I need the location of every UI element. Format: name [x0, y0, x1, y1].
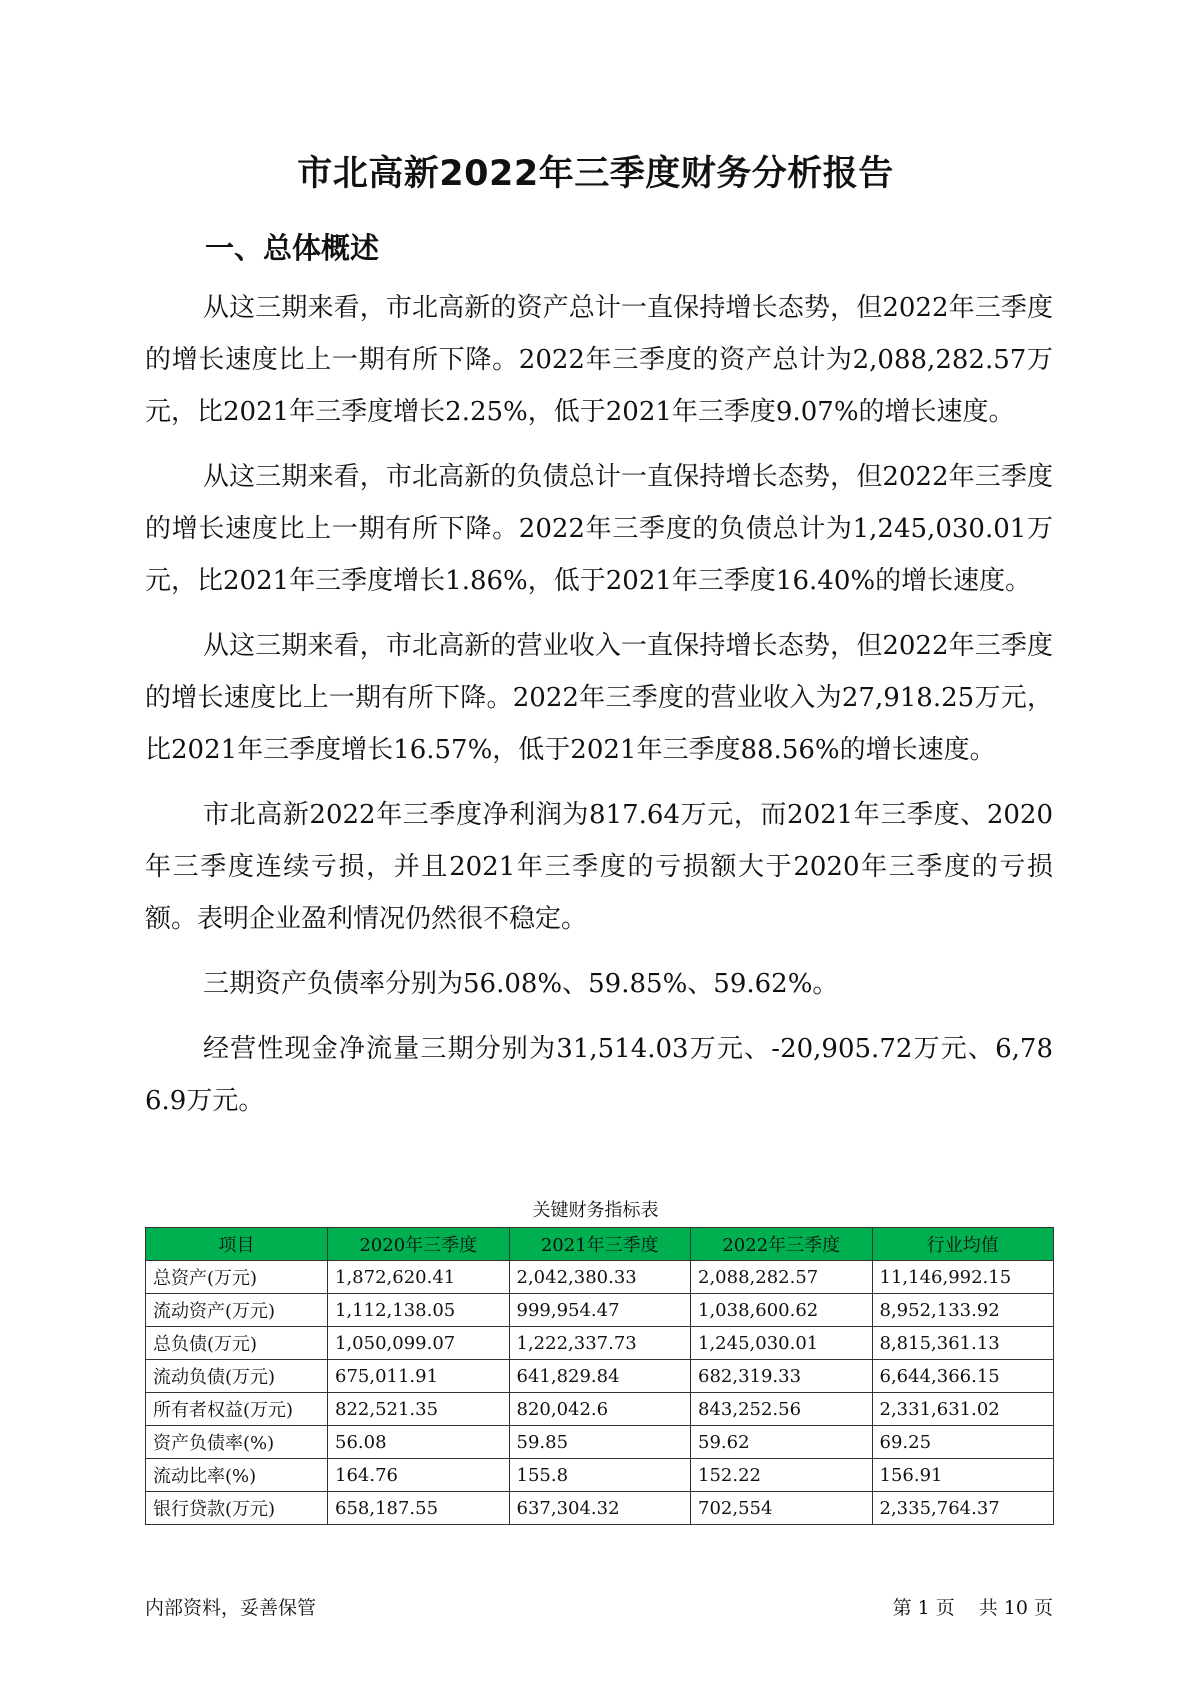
header-item: 项目 — [146, 1228, 328, 1261]
table-row — [146, 1261, 1054, 1294]
paragraph-assets: 从这三期来看，市北高新的资产总计一直保持增长态势，但2022年三季度的增长速度比上一期有所下降。2022年三季度的资产总计为2,088,282.57万元，比2021年三季度增长2.25%，低于2021年三季度9.07%的增长速度。 — [145, 293, 1053, 427]
table-cell: 637,304.32 — [509, 1492, 691, 1525]
header-2022-q3: 2022年三季度 — [691, 1228, 873, 1261]
table-cell: 银行贷款(万元) — [146, 1492, 328, 1525]
header-2020-q3: 2020年三季度 — [328, 1228, 510, 1261]
table-cell: 资产负债率(%) — [146, 1426, 328, 1459]
table-cell: 59.62 — [691, 1426, 873, 1459]
table-row — [146, 1360, 1054, 1393]
table-cell: 675,011.91 — [328, 1360, 510, 1393]
table-cell: 820,042.6 — [509, 1393, 691, 1426]
page-unit: 页 — [935, 1597, 955, 1619]
table-cell: 8,952,133.92 — [872, 1294, 1054, 1327]
page-title: 市北高新2022年三季度财务分析报告 — [297, 154, 894, 194]
table-cell: 822,521.35 — [328, 1393, 510, 1426]
table-cell: 流动负债(万元) — [146, 1360, 328, 1393]
table-cell: 682,319.33 — [691, 1360, 873, 1393]
table-row — [146, 1393, 1054, 1426]
table-cell: 11,146,992.15 — [872, 1261, 1054, 1294]
table-cell: 所有者权益(万元) — [146, 1393, 328, 1426]
table-cell: 流动资产(万元) — [146, 1294, 328, 1327]
total-label: 共 — [978, 1597, 998, 1619]
table-cell: 56.08 — [328, 1426, 510, 1459]
table-cell: 658,187.55 — [328, 1492, 510, 1525]
paragraph-revenue: 从这三期来看，市北高新的营业收入一直保持增长态势，但2022年三季度的增长速度比上一期有所下降。2022年三季度的营业收入为27,918.25万元，比2021年三季度增长16.57%，低于2021年三季度88.56%的增长速度。 — [145, 631, 1053, 765]
key-financial-indicators-table — [145, 1227, 1054, 1525]
table-cell: 6,644,366.15 — [872, 1360, 1054, 1393]
paragraph-cash-flow: 经营性现金净流量三期分别为31,514.03万元、-20,905.72万元、6,786.9万元。 — [145, 1034, 1053, 1116]
table-cell: 流动比率(%) — [146, 1459, 328, 1492]
total-pages: 10 — [1003, 1597, 1028, 1619]
table-cell: 155.8 — [509, 1459, 691, 1492]
total-unit: 页 — [1033, 1597, 1053, 1619]
table-cell: 1,245,030.01 — [691, 1327, 873, 1360]
paragraph-debt-ratio: 三期资产负债率分别为56.08%、59.85%、59.62%。 — [203, 969, 839, 999]
header-2021-q3: 2021年三季度 — [509, 1228, 691, 1261]
table-cell: 1,038,600.62 — [691, 1294, 873, 1327]
table-row — [146, 1327, 1054, 1360]
table-cell: 641,829.84 — [509, 1360, 691, 1393]
table-cell: 1,222,337.73 — [509, 1327, 691, 1360]
table-cell: 2,335,764.37 — [872, 1492, 1054, 1525]
table-row — [146, 1294, 1054, 1327]
confidentiality-note: 内部资料，妥善保管 — [145, 1597, 317, 1619]
table-header-row — [146, 1228, 1054, 1261]
table-row — [146, 1492, 1054, 1525]
table-cell: 69.25 — [872, 1426, 1054, 1459]
paragraph-net-profit: 市北高新2022年三季度净利润为817.64万元，而2021年三季度、2020年三季度连续亏损，并且2021年三季度的亏损额大于2020年三季度的亏损额。表明企业盈利情况仍然很不稳定。 — [145, 800, 1053, 934]
table-cell: 1,050,099.07 — [328, 1327, 510, 1360]
table-cell: 59.85 — [509, 1426, 691, 1459]
table-cell: 1,872,620.41 — [328, 1261, 510, 1294]
table-row — [146, 1459, 1054, 1492]
table-cell: 总负债(万元) — [146, 1327, 328, 1360]
header-industry-average: 行业均值 — [872, 1228, 1054, 1261]
table-cell: 152.22 — [691, 1459, 873, 1492]
table-cell: 999,954.47 — [509, 1294, 691, 1327]
table-cell: 702,554 — [691, 1492, 873, 1525]
report-body — [145, 282, 1053, 1140]
table-cell: 2,331,631.02 — [872, 1393, 1054, 1426]
section-heading: 一、总体概述 — [205, 231, 380, 265]
table-caption: 关键财务指标表 — [532, 1200, 659, 1221]
table-cell: 156.91 — [872, 1459, 1054, 1492]
table-cell: 总资产(万元) — [146, 1261, 328, 1294]
page-number: 1 — [917, 1597, 930, 1619]
table-row — [146, 1426, 1054, 1459]
table-cell: 1,112,138.05 — [328, 1294, 510, 1327]
table-cell: 843,252.56 — [691, 1393, 873, 1426]
table-cell: 164.76 — [328, 1459, 510, 1492]
page-label: 第 — [892, 1597, 912, 1619]
table-cell: 8,815,361.13 — [872, 1327, 1054, 1360]
page-indicator — [887, 1593, 1053, 1620]
table-cell: 2,042,380.33 — [509, 1261, 691, 1294]
table-cell: 2,088,282.57 — [691, 1261, 873, 1294]
paragraph-liabilities: 从这三期来看，市北高新的负债总计一直保持增长态势，但2022年三季度的增长速度比上一期有所下降。2022年三季度的负债总计为1,245,030.01万元，比2021年三季度增长1.86%，低于2021年三季度16.40%的增长速度。 — [145, 462, 1053, 596]
